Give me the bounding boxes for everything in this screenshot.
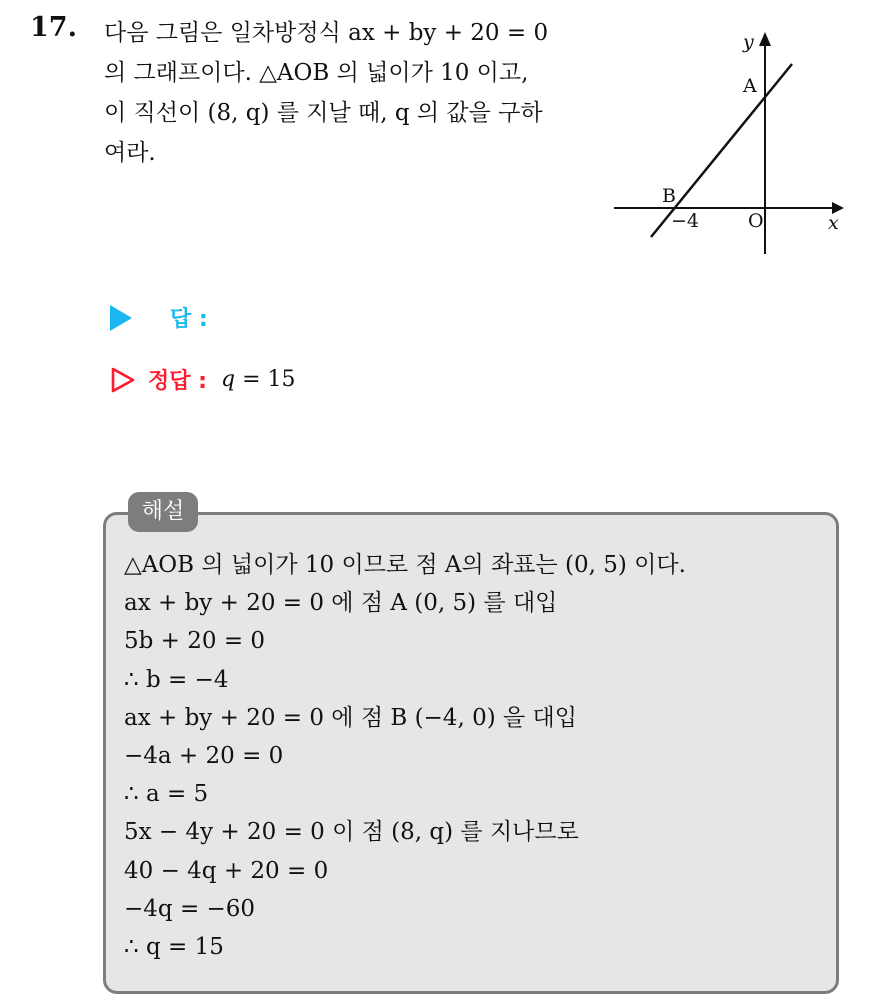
x-intercept-label: −4 xyxy=(671,210,700,232)
point-b-label: B xyxy=(662,185,676,207)
solution-line: ∴ q = 15 xyxy=(124,934,224,961)
origin-label: O xyxy=(748,210,764,232)
correct-answer-var: q xyxy=(220,367,236,392)
solution-line: △AOB 의 넓이가 10 이므로 점 A의 좌표는 (0, 5) 이다. xyxy=(124,552,686,578)
solution-line: ∴ a = 5 xyxy=(124,781,209,808)
question-number: 17. xyxy=(30,12,77,43)
line-graph xyxy=(610,24,850,264)
question-line: 여라. xyxy=(104,140,156,166)
answer-blank-row xyxy=(110,302,208,333)
solution-line: −4q = −60 xyxy=(124,895,256,922)
solution-line: 5x − 4y + 20 = 0 이 점 (8, q) 를 지나므로 xyxy=(124,819,579,846)
solution-tab: 해설 xyxy=(128,492,198,532)
solution-lines xyxy=(124,546,686,966)
correct-answer-number: = 15 xyxy=(242,367,296,392)
correct-answer-value xyxy=(221,367,296,392)
solution-line: 5b + 20 = 0 xyxy=(124,628,266,655)
question-line: 다음 그림은 일차방정식 ax + by + 20 = 0 xyxy=(104,20,549,46)
solution-line: 40 − 4q + 20 = 0 xyxy=(124,857,329,884)
solution-line: ax + by + 20 = 0 에 점 B (−4, 0) 을 대입 xyxy=(124,704,577,731)
y-axis-label: y xyxy=(743,31,754,53)
question-text xyxy=(104,13,594,173)
point-a-label: A xyxy=(743,75,757,97)
outline-triangle-icon xyxy=(110,366,136,394)
answer-label: 답 : xyxy=(170,307,208,332)
correct-answer-label: 정답 : xyxy=(148,369,207,394)
correct-answer-row xyxy=(110,364,295,395)
question-line: 의 그래프이다. △AOB 의 넓이가 10 이고, xyxy=(104,60,529,86)
x-axis-label: x xyxy=(828,212,839,234)
play-triangle-icon xyxy=(110,305,132,331)
y-axis-arrow-icon xyxy=(759,32,771,46)
solution-line: −4a + 20 = 0 xyxy=(124,743,284,770)
question-line: 이 직선이 (8, q) 를 지날 때, q 의 값을 구하 xyxy=(104,100,543,126)
solution-line: ∴ b = −4 xyxy=(124,666,229,693)
solution-line: ax + by + 20 = 0 에 점 A (0, 5) 를 대입 xyxy=(124,590,558,617)
